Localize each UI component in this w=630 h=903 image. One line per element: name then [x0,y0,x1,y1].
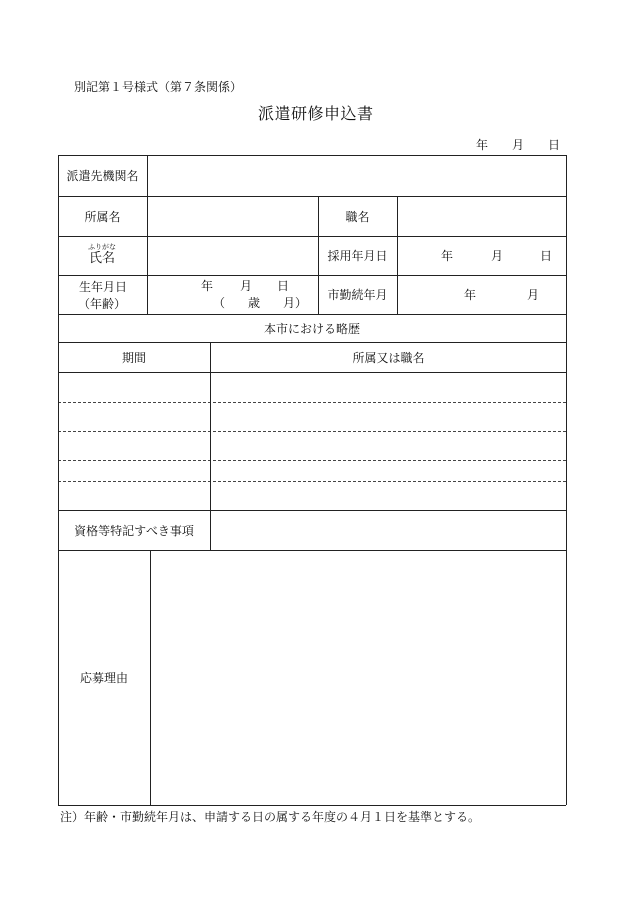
dispatch-org-label: 派遣先機関名 [66,169,139,183]
history-row-5[interactable] [59,482,565,510]
service-month-label: 月 [527,288,540,302]
period-header: 期間 [121,350,146,365]
age-label: （年齢） [78,297,127,311]
page-title: 派遣研修申込書 [258,104,374,123]
footnote: 注）年齢・市勤続年月は、申請する日の属する年度の４月１日を基準とする。 [60,810,481,824]
service-years-label: 市勤続年月 [327,288,388,302]
birth-month-label: 月 [240,279,253,293]
reason-label: 応募理由 [79,671,128,685]
age-open-paren: （ [213,296,226,310]
history-title: 本市における略歴 [263,321,360,336]
birth-date-label: 生年月日 [79,280,128,294]
name-field[interactable] [148,237,318,275]
affiliation-label: 所属名 [84,209,121,224]
hire-year-label: 年 [441,249,454,263]
date-month-label: 月 [512,138,525,152]
date-day-label: 日 [548,138,561,152]
age-years-label: 歳 [248,296,261,310]
birth-label-cell [58,276,147,314]
dispatch-org-field[interactable] [148,156,566,196]
affiliation-field[interactable] [148,197,318,236]
reason-field[interactable] [151,551,566,805]
birth-day-label: 日 [277,279,290,293]
qualification-field[interactable] [211,511,566,550]
history-row-4[interactable] [59,461,565,481]
position-field[interactable] [398,197,566,236]
hire-day-label: 日 [540,249,553,263]
history-row-2[interactable] [59,403,565,431]
history-row-3[interactable] [59,432,565,460]
form-reference: 別記第１号様式（第７条関係） [74,80,243,94]
service-year-label: 年 [464,288,477,302]
hire-month-label: 月 [491,249,504,263]
name-label: 氏名 [89,251,116,266]
qualification-label: 資格等特記すべき事項 [74,523,194,538]
name-label-cell [58,237,147,275]
date-year-label: 年 [476,138,489,152]
history-row-1[interactable] [59,373,565,402]
dept-or-title-header: 所属又は職名 [352,350,425,365]
birth-year-label: 年 [201,279,214,293]
age-months-label: 月） [283,296,308,310]
hire-date-label: 採用年月日 [327,249,388,263]
position-label: 職名 [345,209,370,224]
furigana-label: ふりがな [88,243,116,251]
